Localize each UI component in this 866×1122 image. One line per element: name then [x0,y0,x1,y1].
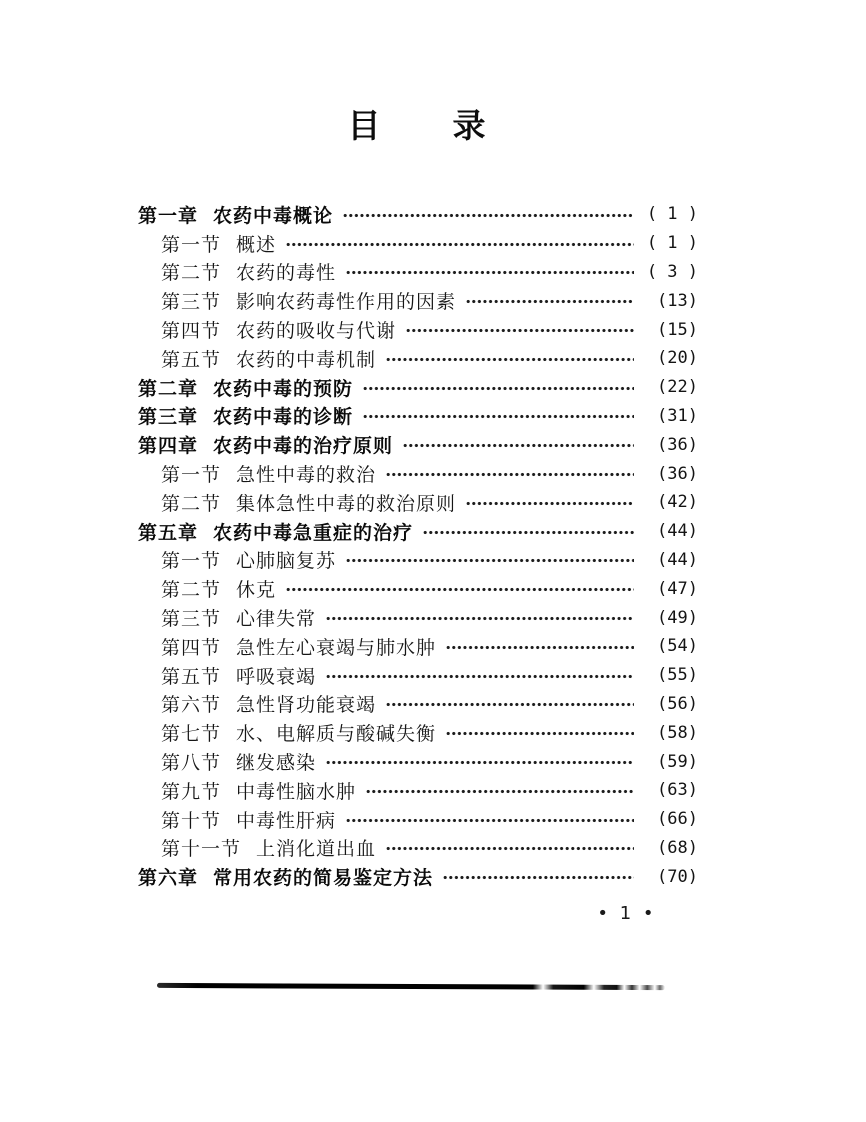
dot-leader-icon [386,845,634,852]
dot-leader-icon [466,500,634,507]
toc-entry-title: 水、电解质与酸碱失衡 [236,723,437,746]
toc-entry-page: (55) [657,665,698,686]
toc-entry-label: 第四节 [161,320,222,343]
toc-entry-label: 第六章 [138,867,199,890]
dot-leader-icon [443,874,634,881]
dot-leader-icon [343,212,634,219]
toc-entry-page: (22) [657,377,698,398]
toc-entry [138,747,698,776]
toc-entry-label: 第三节 [161,291,222,314]
toc-entry [138,488,698,517]
toc-entry-label: 第五节 [161,665,222,688]
toc-entry [138,546,698,575]
toc-entry-label: 第二节 [161,579,222,602]
toc-entry-page: (49) [657,607,698,628]
toc-entry-page: (44) [657,549,698,570]
toc-entry-title: 中毒性脑水肿 [236,780,357,803]
toc-entry-page: ( 1 ) [646,233,698,254]
toc-entry [138,632,698,661]
toc-entry-page: (47) [657,578,698,599]
toc-entry-label: 第三章 [138,406,199,429]
toc-entry [138,690,698,719]
toc-entry [138,402,698,431]
toc-entry-page: (42) [657,492,698,513]
toc-entry-page: (36) [657,463,698,484]
dot-leader-icon [286,586,634,593]
toc-entry-label: 第一节 [161,550,222,573]
toc-entry-title: 心律失常 [236,608,317,631]
toc-entry-label: 第九节 [161,780,222,803]
toc-entry-title: 农药的毒性 [236,262,337,285]
dot-leader-icon [366,788,634,795]
toc-entry-title: 休克 [236,579,277,602]
dot-leader-icon [403,442,634,449]
toc-entry-title: 中毒性肝病 [236,809,337,832]
footer-page-number: • 1 • [597,903,657,924]
toc-entry [138,430,698,459]
page-title: 目 录 [347,106,488,145]
toc-entry-page: (66) [657,809,698,830]
toc-entry-label: 第二章 [138,377,199,400]
toc-entry [138,315,698,344]
toc-entry-page: (70) [657,866,698,887]
toc-entry-page: (36) [657,434,698,455]
toc-entry-title: 农药中毒的预防 [213,377,354,400]
dot-leader-icon [286,241,634,248]
toc-entry-label: 第十节 [161,809,222,832]
dot-leader-icon [346,817,634,824]
toc-entry-title: 农药中毒急重症的治疗 [213,521,414,544]
toc-entry-label: 第五节 [161,348,222,371]
toc-entry [138,373,698,402]
dot-leader-icon [326,673,634,680]
dot-leader-icon [446,730,634,737]
toc-list [138,200,698,891]
toc-entry-title: 急性肾功能衰竭 [236,694,377,717]
toc-entry-page: (13) [657,290,698,311]
dot-leader-icon [363,413,634,420]
toc-entry [138,229,698,258]
toc-entry-title: 急性左心衰竭与肺水肿 [236,636,437,659]
toc-entry [138,258,698,287]
toc-entry-label: 第八节 [161,752,222,775]
toc-entry-label: 第四章 [138,435,199,458]
toc-entry-title: 继发感染 [236,752,317,775]
toc-entry-label: 第四节 [161,636,222,659]
toc-entry-page: (58) [657,722,698,743]
toc-entry [138,344,698,373]
toc-entry [138,776,698,805]
toc-entry [138,661,698,690]
toc-entry [138,862,698,891]
toc-entry-label: 第三节 [161,608,222,631]
toc-entry [138,805,698,834]
toc-entry-page: (56) [657,693,698,714]
toc-entry-label: 第一节 [161,464,222,487]
toc-entry-title: 呼吸衰竭 [236,665,317,688]
toc-entry-page: (20) [657,348,698,369]
toc-entry-title: 心肺脑复苏 [236,550,337,573]
toc-entry-title: 急性中毒的救治 [236,464,377,487]
toc-entry-page: (31) [657,405,698,426]
toc-entry-label: 第十一节 [161,838,242,861]
toc-entry [138,286,698,315]
toc-entry [138,603,698,632]
toc-entry-label: 第一节 [161,233,222,256]
toc-entry-page: (63) [657,780,698,801]
dot-leader-icon [406,327,634,334]
toc-entry-title: 集体急性中毒的救治原则 [236,492,457,515]
toc-entry [138,200,698,229]
toc-entry-label: 第五章 [138,521,199,544]
toc-entry-label: 第二节 [161,262,222,285]
toc-entry-title: 上消化道出血 [256,838,377,861]
dot-leader-icon [386,471,634,478]
dot-leader-icon [446,644,634,651]
toc-entry-page: (59) [657,751,698,772]
dot-leader-icon [386,356,634,363]
scan-artifact-line [157,983,665,990]
toc-entry-page: (68) [657,837,698,858]
dot-leader-icon [386,701,634,708]
dot-leader-icon [326,759,634,766]
toc-entry-title: 概述 [236,233,277,256]
toc-entry-title: 农药的吸收与代谢 [236,320,397,343]
toc-entry [138,517,698,546]
toc-entry-title: 农药的中毒机制 [236,348,377,371]
toc-entry [138,834,698,863]
toc-entry [138,718,698,747]
toc-entry-label: 第一章 [138,204,199,227]
toc-entry-page: ( 1 ) [646,204,698,225]
dot-leader-icon [363,385,634,392]
toc-entry [138,459,698,488]
toc-entry-title: 影响农药毒性作用的因素 [236,291,457,314]
dot-leader-icon [326,615,634,622]
toc-entry-label: 第六节 [161,694,222,717]
dot-leader-icon [346,557,634,564]
dot-leader-icon [423,529,634,536]
toc-entry-title: 常用农药的简易鉴定方法 [213,867,434,890]
toc-entry-page: ( 3 ) [646,261,698,282]
dot-leader-icon [466,298,634,305]
toc-entry [138,574,698,603]
dot-leader-icon [346,269,634,276]
toc-entry-title: 农药中毒的诊断 [213,406,354,429]
toc-entry-title: 农药中毒的治疗原则 [213,435,394,458]
toc-entry-label: 第二节 [161,492,222,515]
toc-entry-page: (54) [657,636,698,657]
toc-entry-page: (15) [657,319,698,340]
toc-entry-title: 农药中毒概论 [213,204,334,227]
toc-entry-label: 第七节 [161,723,222,746]
toc-entry-page: (44) [657,521,698,542]
